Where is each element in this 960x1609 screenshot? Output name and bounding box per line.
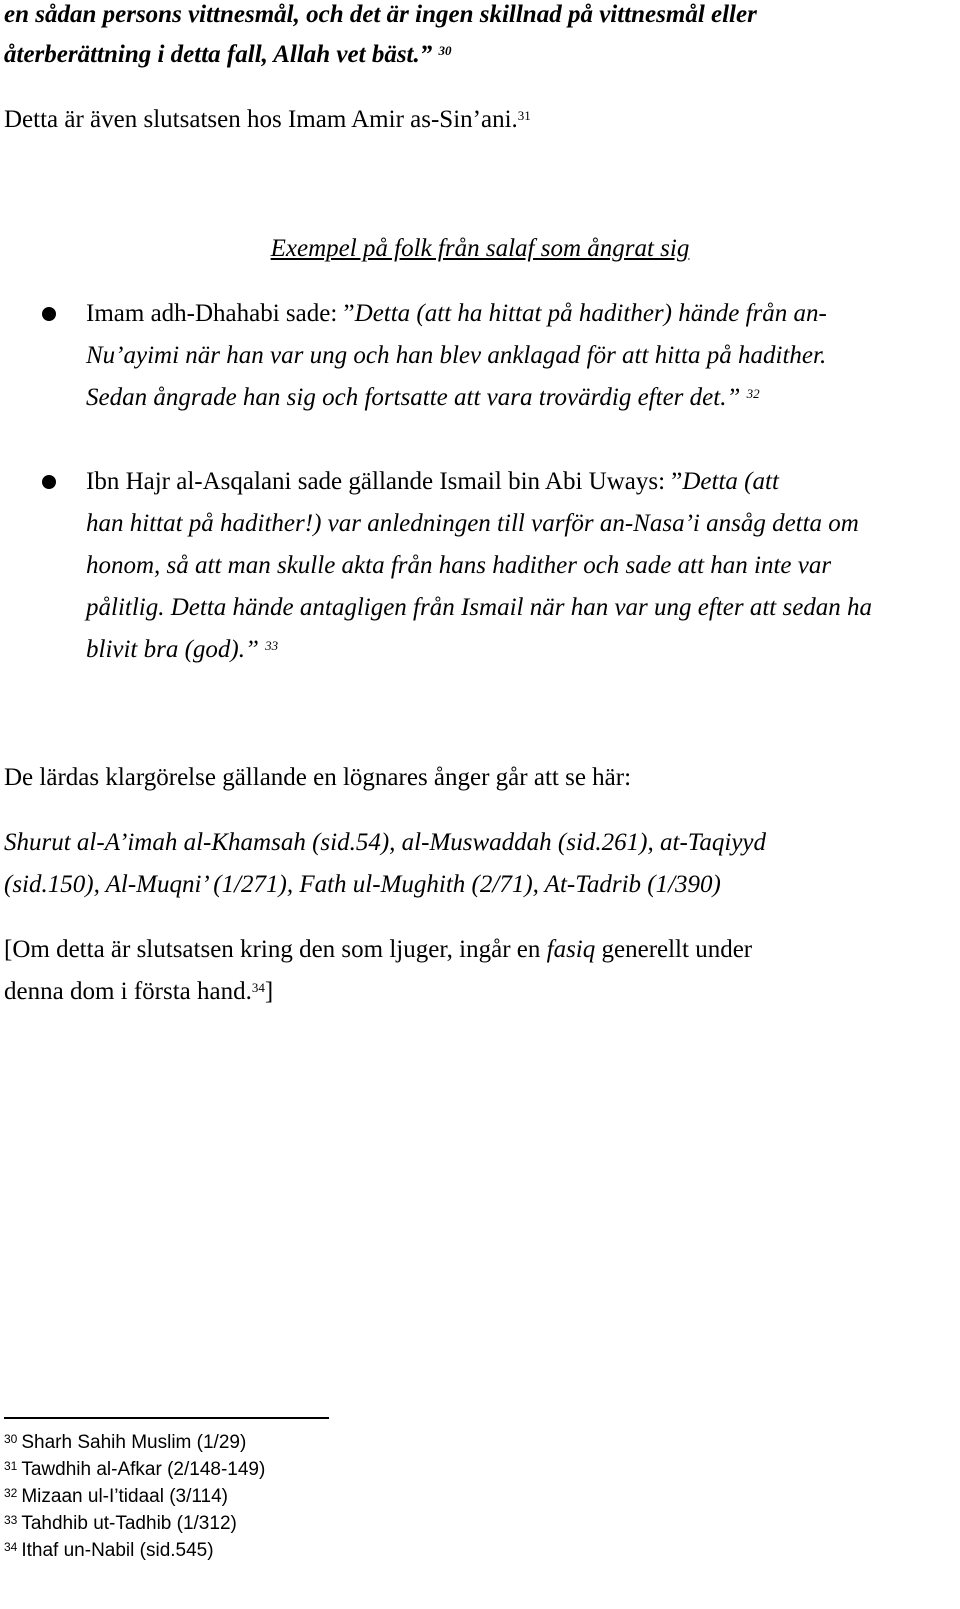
footnote-ref[interactable]: 31 bbox=[517, 108, 531, 123]
bullet-text: Ibn Hajr al-Asqalani sade gällande Ismail bin Abi Uways: ”Detta (att bbox=[86, 468, 779, 495]
footnote-ref[interactable]: 30 bbox=[438, 43, 452, 58]
section-heading: Exempel på folk från salaf som ångrat sig bbox=[270, 235, 690, 262]
note-text: [Om detta är slutsatsen kring den som ljuger, ingår en fasiq generellt under bbox=[4, 936, 753, 963]
sources-line: Shurut al-A’imah al-Khamsah (sid.54), al-Muswaddah (sid.261), at-Taqiyyd bbox=[4, 829, 767, 856]
bullet-text: blivit bra (god).” $^{33}$ bbox=[86, 636, 279, 663]
footnote: $^{32}$ Mizaan ul-I’tidaal (3/114) bbox=[4, 1486, 228, 1507]
footnote-ref[interactable]: 34 bbox=[251, 980, 265, 995]
bullet-text: han hittat på hadither!) var anledningen till varför an-Nasa’i ansåg detta om bbox=[86, 510, 859, 537]
quote-line: återberättning i detta fall, Allah vet bäst.” $^{30}$ bbox=[4, 41, 452, 68]
quote-line: en sådan persons vittnesmål, och det är ingen skillnad på vittnesmål eller bbox=[4, 1, 757, 28]
bullet-text: Sedan ångrade han sig och fortsatte att vara trovärdig efter det.” $^{32}$ bbox=[86, 384, 760, 411]
note-text: denna dom i första hand.$^{34}$] bbox=[4, 978, 274, 1005]
sources-line: (sid.150), Al-Muqni’ (1/271), Fath ul-Mughith (2/71), At-Tadrib (1/390) bbox=[4, 871, 721, 898]
bullet-text: honom, så att man skulle akta från hans hadither och sade att han inte var bbox=[86, 552, 832, 579]
bullet-icon bbox=[42, 475, 56, 489]
footnote-ref[interactable]: 33 bbox=[265, 638, 279, 653]
scholars-intro: De lärdas klargörelse gällande en lögnares ånger går att se här: bbox=[4, 764, 632, 791]
footnote: $^{31}$ Tawdhih al-Afkar (2/148-149) bbox=[4, 1459, 266, 1480]
bullet-icon bbox=[42, 307, 56, 321]
bullet-text: pålitlig. Detta hände antagligen från Ismail när han var ung efter att sedan ha bbox=[86, 594, 873, 621]
footnote-ref[interactable]: 32 bbox=[746, 386, 760, 401]
footnote: $^{33}$ Tahdhib ut-Tadhib (1/312) bbox=[4, 1513, 237, 1534]
bullet-text: Imam adh-Dhahabi sade: ”Detta (att ha hittat på hadither) hände från an- bbox=[86, 300, 827, 327]
fasiq-term: fasiq bbox=[546, 936, 596, 963]
footnote-separator bbox=[4, 1417, 329, 1419]
bullet-text: Nu’ayimi när han var ung och han blev anklagad för att hitta på hadither. bbox=[86, 342, 827, 369]
conclusion-text: Detta är även slutsatsen hos Imam Amir as-Sin’ani.$^{31}$ bbox=[4, 106, 531, 133]
footnote: $^{30}$ Sharh Sahih Muslim (1/29) bbox=[4, 1432, 247, 1453]
footnote: $^{34}$ Ithaf un-Nabil (sid.545) bbox=[4, 1540, 214, 1561]
